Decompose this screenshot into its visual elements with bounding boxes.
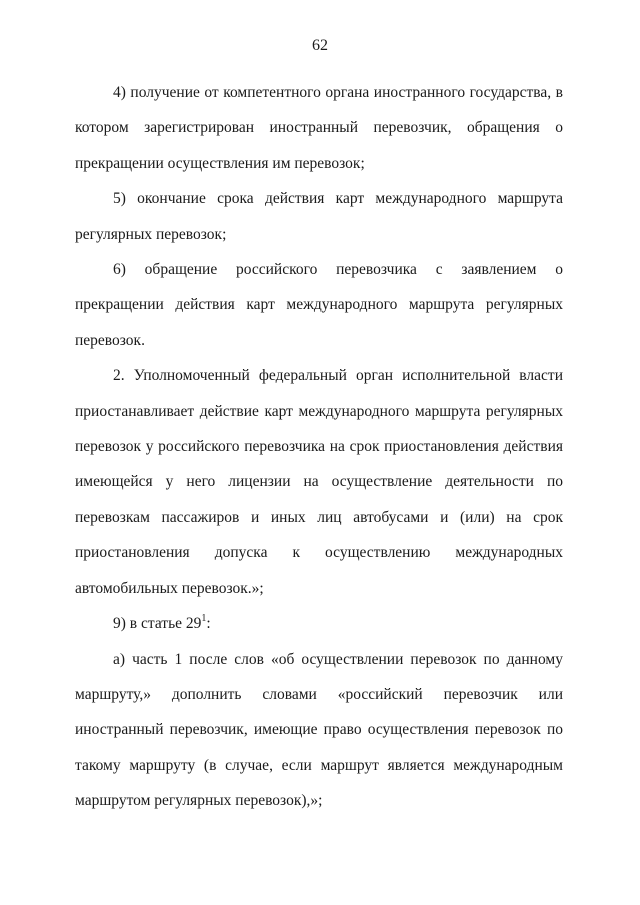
page-number: 62: [312, 37, 328, 54]
item-9-text: 9) в статье 29: [113, 615, 202, 633]
article-superscript: 1: [201, 612, 207, 624]
paragraph-subitem-a: а) часть 1 после слов «об осуществлении перевозок по данному маршруту,» дополнить словами «российский перевозчик или иностранный перевозчик, имеющие право осуществления перевозок по такому маршруту (в случае, если маршрут является международным маршрутом регулярных перевозок),»;: [75, 650, 563, 810]
paragraph-item-9: [75, 606, 563, 641]
paragraph-item-6: 6) обращение российского перевозчика с заявлением о прекращении действия карт международного маршрута регулярных перевозок.: [75, 261, 563, 349]
document-body: [75, 75, 563, 819]
paragraph-clause-2: 2. Уполномоченный федеральный орган исполнительной власти приостанавливает действие карт международного маршрута регулярных перевозок у российского перевозчика на срок приостановления действия имеющейся у него лицензии на осуществление деятельности по перевозкам пассажиров и иных лиц автобусами и (или) на срок приостановления допуска к осуществлению международных автомобильных перевозок.»;: [75, 367, 563, 597]
item-9-colon: :: [206, 615, 211, 633]
paragraph-item-4: 4) получение от компетентного органа иностранного государства, в котором зарегистрирован иностранный перевозчик, обращения о прекращении осуществления им перевозок;: [75, 84, 563, 172]
paragraph-item-5: 5) окончание срока действия карт международного маршрута регулярных перевозок;: [75, 190, 563, 243]
